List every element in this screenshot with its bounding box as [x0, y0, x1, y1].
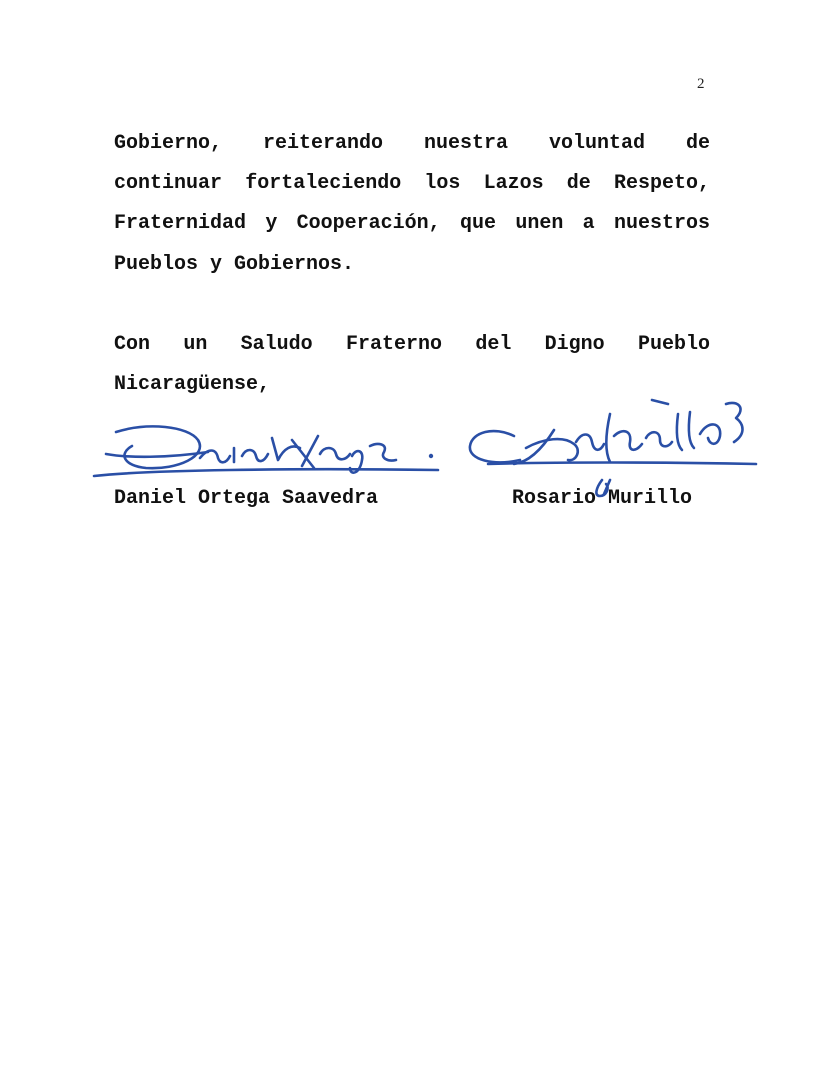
right-signer-name: Rosario Murillo	[512, 487, 693, 510]
left-signer-name: Daniel Ortega Saavedra	[114, 487, 379, 510]
closing-line: Con un Saludo Fraterno del Digno Pueblo	[114, 333, 710, 356]
paragraph-line: Gobierno, reiterando nuestra voluntad de	[114, 132, 710, 155]
right-signature	[464, 392, 764, 502]
paragraph-line: continuar fortaleciendo los Lazos de Respeto,	[114, 172, 710, 195]
paragraph-line: Fraternidad y Cooperación, que unen a nuestros	[114, 212, 710, 235]
page-number: 2	[697, 76, 705, 92]
left-signature	[88, 418, 443, 488]
closing-line: Nicaragüense,	[114, 373, 271, 396]
paragraph-line: Pueblos y Gobiernos.	[114, 253, 355, 276]
